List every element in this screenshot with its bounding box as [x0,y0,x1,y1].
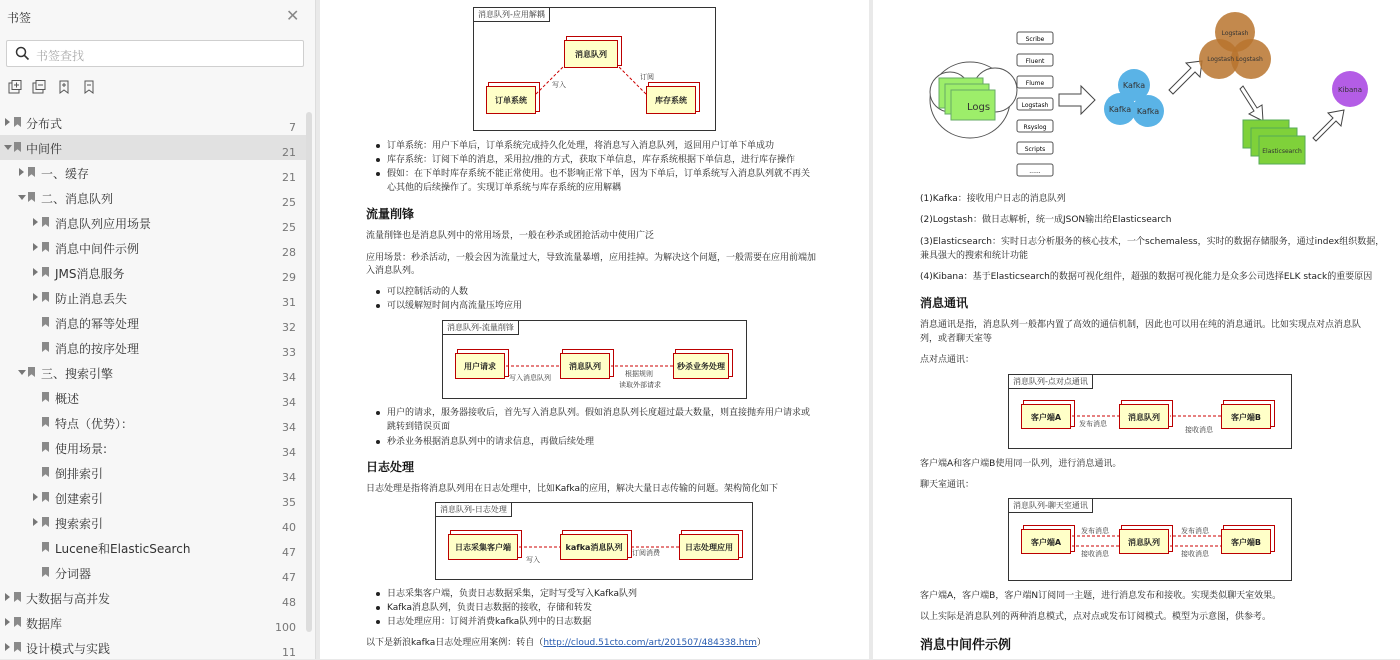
bookmark-page: 34 [282,396,296,409]
paragraph-text: 以下是新浪kafka日志处理应用案例：转自（ [366,638,544,648]
bookmark-icon [42,492,49,502]
logs-label: Logs [967,102,991,113]
bookmark-item[interactable] [0,635,308,660]
bookmark-icon [42,517,49,527]
node-seckill: 秒杀业务处理 [673,353,729,379]
node-queue: 消息队列 [564,40,618,68]
bullet-item: 可以控制活动的人数 [387,287,469,297]
edge-label: 写入消息队列 [509,374,551,382]
document-page-right [873,0,1400,659]
node-queue: 消息队列 [1119,404,1169,429]
elk-architecture-diagram [925,12,1395,187]
bookmark-label: 中间件 [26,142,63,156]
remove-bookmark-icon[interactable] [82,80,96,94]
diagram-decoupling [473,7,716,131]
bookmark-label: 一、缓存 [41,167,90,181]
paragraph: 流量削锋也是消息队列中的常用场景，一般在秒杀或团抢活动中使用广泛 [366,231,655,241]
kafka-label: Kafka [1122,81,1146,90]
bookmark-icon [14,117,21,127]
node-queue: 消息队列 [1119,529,1169,554]
paragraph: 入消息队列。 [366,266,421,276]
bookmark-icon [28,367,35,377]
paragraph: (3)Elasticsearch：实时日志分析服务的核心技术，一个schemaless，实时的数据存储服务，通过index组织数据， [920,237,1385,247]
node-log-client: 日志采集客户端 [448,534,518,560]
bookmark-page: 29 [282,271,296,284]
bookmark-item[interactable] [0,160,308,185]
paragraph: 聊天室通讯： [920,480,975,490]
bookmark-label: 搜索索引 [55,517,104,531]
expand-all-icon[interactable] [8,80,22,94]
bookmark-page: 11 [282,646,296,659]
bookmark-label: 消息的幂等处理 [55,317,140,331]
edge-label: 发布消息 [1081,527,1109,535]
bookmark-page: 32 [282,321,296,334]
bookmark-item[interactable] [0,210,308,235]
bookmark-icon [14,592,21,602]
bookmark-label: 大数据与高并发 [26,592,111,606]
logstash-label: Logstash [1221,30,1249,37]
node-order: 订单系统 [486,86,536,114]
add-bookmark-icon[interactable] [57,80,71,94]
paragraph: 消息通讯是指，消息队列一般都内置了高效的通信机制，因此也可以用在纯的消息通讯。比如实现点对点消息队 [920,320,1362,330]
bookmark-item[interactable] [0,110,308,135]
edge-label: 读取外部请求 [619,381,661,389]
source-item: ...... [1029,168,1041,175]
bookmark-page: 34 [282,421,296,434]
bookmark-item[interactable] [0,510,308,535]
expand-arrow-icon[interactable] [5,593,10,601]
bookmark-icon [42,217,49,227]
paragraph: 客户端A，客户端B，客户端N订阅同一主题，进行消息发布和接收。实现类似聊天室效果。 [920,591,1282,601]
arrow-shape [1313,110,1344,141]
node-client-a: 客户端A [1021,529,1071,554]
diagram-point-to-point [1008,374,1292,449]
bookmark-label: 分布式 [26,117,63,131]
expand-arrow-icon[interactable] [33,293,38,301]
diagram-peak-shaving [442,320,747,399]
source-item: Logstash [1021,102,1049,109]
paragraph: 兼具强大的搜索和统计功能 [920,251,1029,261]
expand-arrow-icon[interactable] [33,218,38,226]
source-link[interactable]: http://cloud.51cto.com/art/201507/484338.htm [543,638,757,648]
arrow-shape [1059,86,1095,114]
bullet-item: 库存系统：订阅下单的消息，采用拉/推的方式，获取下单信息，库存系统根据下单信息，进行库存操作 [387,155,796,165]
bookmark-item[interactable] [0,185,308,210]
bookmark-label: 创建索引 [55,492,104,506]
bookmark-page: 21 [282,146,296,159]
bookmark-item[interactable] [0,235,308,260]
expand-arrow-icon[interactable] [5,618,10,626]
edge-label: 接收消息 [1081,550,1109,558]
bookmark-label: 消息中间件示例 [55,242,140,256]
edge-label: 发布消息 [1079,420,1107,428]
expand-arrow-icon[interactable] [33,518,38,526]
panel-title: 书签 [7,11,32,25]
close-icon[interactable]: ✕ [286,6,300,25]
sidebar-scrollbar[interactable] [306,112,312,632]
bookmark-page: 7 [289,121,296,134]
paragraph [366,637,766,649]
bookmark-item[interactable] [0,560,308,585]
bookmark-page: 21 [282,171,296,184]
arrow-shape [1169,61,1202,94]
source-item: Fluent [1025,58,1045,65]
source-list [1017,32,1053,176]
bookmark-page: 47 [282,546,296,559]
expand-arrow-icon[interactable] [33,243,38,251]
bookmark-icon [42,417,49,427]
section-heading: 消息通讯 [920,296,969,310]
bookmark-item[interactable] [0,460,308,485]
diagram-title: 消息队列-点对点通讯 [1009,375,1093,389]
bullet-item: Kafka消息队列，负责日志数据的接收，存储和转发 [387,603,592,613]
document-page-left [320,0,869,659]
bookmark-page: 25 [282,221,296,234]
bookmark-page: 31 [282,296,296,309]
diagram-log-processing [435,502,753,580]
bookmark-icon [28,167,35,177]
bookmark-label: 使用场景: [55,442,108,456]
diagram-title: 消息队列-流量削锋 [443,321,519,335]
bookmark-icon [14,642,21,652]
bookmark-icon [42,442,49,452]
edge-label: 接收消息 [1185,426,1213,434]
bookmark-item[interactable] [0,285,308,310]
diagram-arrows [1009,375,1293,450]
source-item: Rsyslog [1023,124,1047,131]
kibana-label: Kibana [1338,86,1362,94]
bookmark-icon [42,292,49,302]
node-client-b: 客户端B [1221,529,1271,554]
bookmark-label: 消息队列应用场景 [55,217,152,231]
bullet-item: 用户的请求，服务器接收后，首先写入消息队列。假如消息队列长度超过最大数量，则直接抛弃用户请求或 [387,408,811,418]
edge-label: 订阅 [640,73,654,81]
bookmark-label: 数据库 [26,617,63,631]
diagram-title: 消息队列-聊天室通讯 [1009,499,1093,513]
bookmark-icon [42,542,49,552]
bullet-item: 订单系统：用户下单后，订单系统完成持久化处理，将消息写入消息队列，返回用户订单下单成功 [387,141,775,151]
bookmark-item[interactable] [0,435,308,460]
bookmark-label: 防止消息丢失 [55,292,128,306]
bookmark-label: 消息的按序处理 [55,342,140,356]
section-heading: 流量削锋 [366,207,415,221]
kafka-label: Kafka [1108,105,1132,114]
paragraph: 点对点通讯： [920,355,975,365]
bookmark-item[interactable] [0,485,308,510]
edge-label: 根据规则 [625,370,653,378]
bookmark-label: 倒排索引 [55,467,104,481]
arrow-shape [1240,86,1263,121]
bookmark-item[interactable] [0,260,308,285]
bullet-continuation: 心其他的后续操作了。实现订单系统与库存系统的应用解耦 [387,183,622,193]
section-heading: 日志处理 [366,460,415,474]
bookmark-page: 35 [282,496,296,509]
paragraph: (1)Kafka：接收用户日志的消息队列 [920,194,1066,204]
bookmark-page: 48 [282,596,296,609]
diagram-arrows [1009,499,1293,582]
elasticsearch-label: Elasticsearch [1262,148,1302,155]
collapse-all-icon[interactable] [32,80,46,94]
bookmark-icon [28,192,35,202]
search-placeholder: 书签查找 [36,49,85,63]
source-item: Scribe [1025,36,1045,43]
bookmark-page: 34 [282,446,296,459]
paragraph-text: ） [756,638,766,648]
bookmark-label: 分词器 [55,567,92,581]
bookmark-page: 47 [282,571,296,584]
bookmark-icon [42,267,49,277]
bookmark-page: 34 [282,471,296,484]
bookmark-page: 33 [282,346,296,359]
bookmark-page: 40 [282,521,296,534]
paragraph: 应用场景：秒杀活动，一般会因为流量过大，导致流量暴增，应用挂掉。为解决这个问题，一般需要在应用前端加 [366,253,817,263]
expand-arrow-icon[interactable] [5,118,10,126]
bookmark-label: 设计模式与实践 [26,642,111,656]
bookmark-label: 二、消息队列 [41,192,114,206]
bookmark-item[interactable] [0,385,308,410]
bookmark-label: 特点（优势）： [55,417,134,431]
edge-label: 订阅消费 [632,549,660,557]
node-user-request: 用户请求 [455,353,505,379]
bookmark-label: Lucene和ElasticSearch [55,542,191,556]
paragraph: 客户端A和客户端B使用同一队列，进行消息通讯。 [920,459,1122,469]
bookmark-item[interactable] [0,310,308,335]
diagram-chatroom [1008,498,1292,581]
bullet-item: 可以缓解短时间内高流量压垮应用 [387,301,523,311]
bullet-item: 日志处理应用：订阅并消费kafka队列中的日志数据 [387,617,592,627]
collapse-arrow-icon[interactable] [4,145,12,150]
paragraph: (4)Kibana：基于Elasticsearch的数据可视化组件，超强的数据可视化能力是众多公司选择ELK stack的重要原因 [920,272,1373,282]
bookmark-icon [42,467,49,477]
edge-label: 写入 [552,81,566,89]
node-kafka-queue: kafka消息队列 [560,534,628,560]
expand-arrow-icon[interactable] [33,493,38,501]
edge-label: 写入 [526,556,540,564]
node-client-a: 客户端A [1021,404,1071,429]
bookmark-item[interactable] [0,535,308,560]
edge-label: 发布消息 [1181,527,1209,535]
bookmark-page: 28 [282,246,296,259]
bookmark-icon [42,317,49,327]
bookmark-icon [42,567,49,577]
bookmark-label: 三、搜索引擎 [41,367,114,381]
bookmark-item[interactable] [0,360,308,385]
bookmark-icon [42,342,49,352]
collapse-arrow-icon[interactable] [18,195,26,200]
paragraph: 列，或者聊天室等 [920,334,993,344]
bookmark-page: 100 [275,621,296,634]
diagram-arrows [443,321,748,400]
bookmark-item[interactable] [0,610,308,635]
node-client-b: 客户端B [1221,404,1271,429]
bookmark-icon [42,392,49,402]
bookmark-search-input[interactable] [6,40,304,67]
bookmark-item[interactable] [0,335,308,360]
bookmark-icon [42,242,49,252]
bullet-item: 假如：在下单时库存系统不能正常使用。也不影响正常下单，因为下单后，订单系统写入消息队列就不再关 [387,169,811,179]
logstash-label: Logstash Logstash [1207,56,1263,63]
search-icon [15,46,30,61]
diagram-title: 消息队列-日志处理 [436,503,512,517]
bookmark-panel [0,0,316,659]
bookmark-page: 25 [282,196,296,209]
paragraph: (2)Logstash：做日志解析，统一成JSON输出给Elasticsearch [920,215,1172,225]
diagram-title: 消息队列-应用解耦 [474,8,550,22]
bookmark-page: 34 [282,371,296,384]
bullet-item: 日志采集客户端，负责日志数据采集，定时写受写入Kafka队列 [387,589,637,599]
node-stock: 库存系统 [646,86,696,114]
kafka-label: Kafka [1136,107,1160,116]
source-item: Scripts [1024,146,1046,153]
diagram-arrows [474,8,717,132]
bookmark-label: JMS消息服务 [55,267,125,281]
node-log-app: 日志处理应用 [679,534,739,560]
paragraph: 以上实际是消息队列的两种消息模式，点对点或发布订阅模式。模型为示意图，供参考。 [920,612,1272,622]
section-heading: 消息中间件示例 [920,638,1012,653]
bookmark-item[interactable] [0,585,308,610]
expand-arrow-icon[interactable] [33,268,38,276]
node-queue: 消息队列 [560,353,610,379]
bullet-continuation: 跳转到错误页面 [387,422,451,432]
paragraph: 日志处理是指将消息队列用在日志处理中，比如Kafka的应用，解决大量日志传输的问题。架构简化如下 [366,484,778,494]
collapse-arrow-icon[interactable] [18,370,26,375]
expand-arrow-icon[interactable] [19,168,24,176]
edge-label: 接收消息 [1181,550,1209,558]
bullet-item: 秒杀业务根据消息队列中的请求信息，再做后续处理 [387,437,595,447]
bookmark-label: 概述 [55,392,80,406]
bookmark-icon [14,617,21,627]
bookmark-item[interactable] [0,135,308,160]
bookmark-icon [14,142,21,152]
diagram-arrows [436,503,754,581]
expand-arrow-icon[interactable] [5,643,10,651]
source-item: Flume [1025,80,1045,87]
bookmark-item[interactable] [0,410,308,435]
